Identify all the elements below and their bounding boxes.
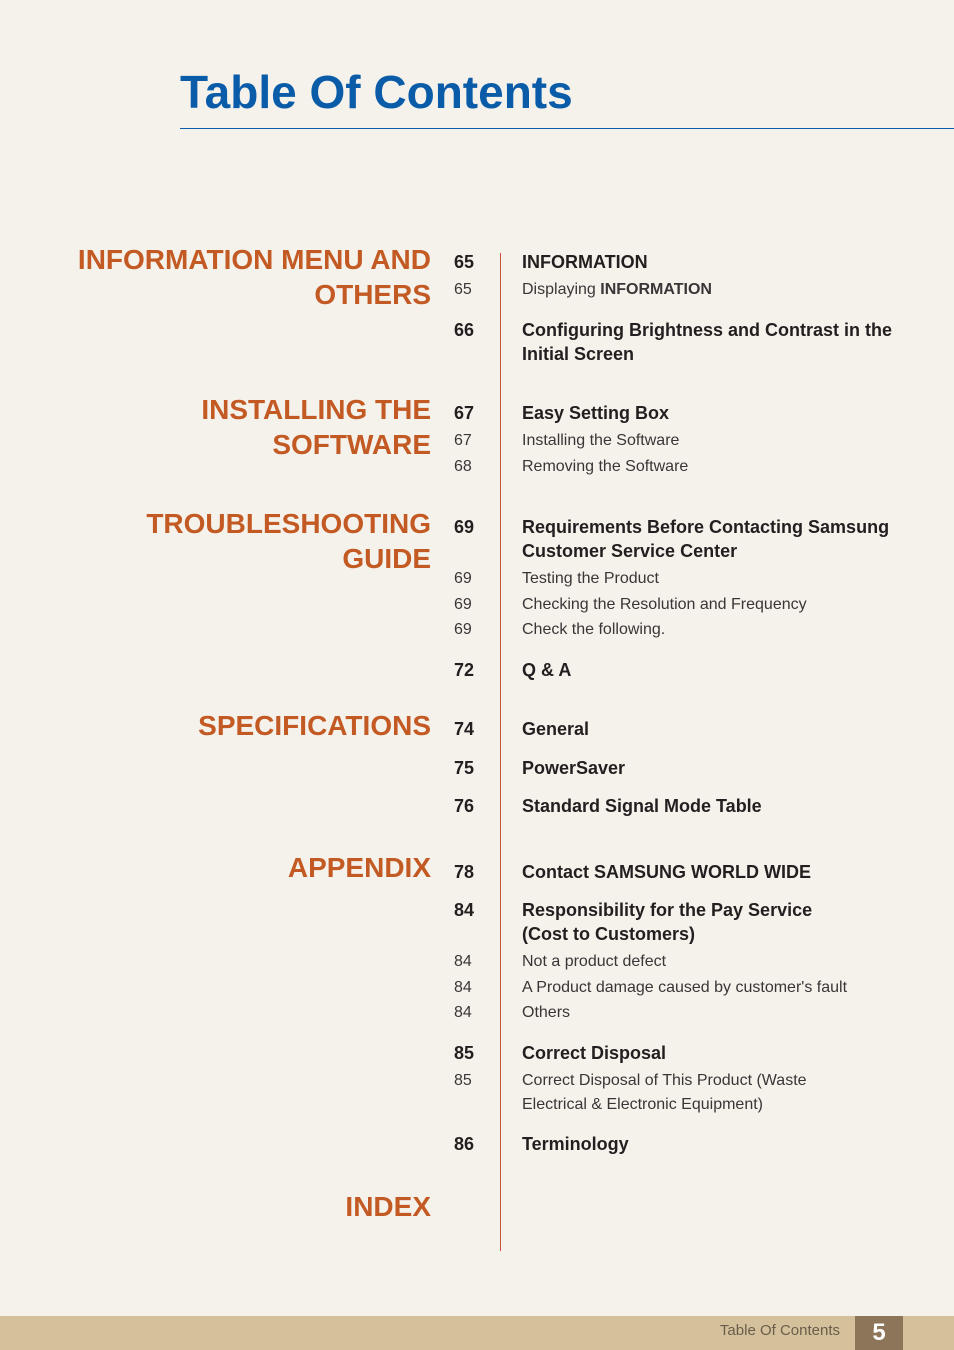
toc-entry-bold-text: INFORMATION <box>600 281 712 298</box>
toc-entry-title: Not a product defect <box>522 953 667 970</box>
toc-page-number: 85 <box>454 1043 475 1063</box>
section-heading-appendix[interactable] <box>288 850 431 885</box>
toc-entry-title: Responsibility for the Pay Service (Cost to Customers) <box>522 900 813 944</box>
toc-page-number: 84 <box>454 900 475 920</box>
toc-entry-title: Requirements Before Contacting Samsung Customer Service Center <box>522 517 890 561</box>
toc-page-number: 69 <box>454 517 475 537</box>
section-heading-index[interactable] <box>345 1189 431 1224</box>
toc-entry-title: Easy Setting Box <box>522 403 670 423</box>
toc-page-number: 65 <box>454 281 472 298</box>
toc-page-number: 67 <box>454 403 475 423</box>
section-heading-information[interactable] <box>78 242 431 312</box>
toc-entry-title: Checking the Resolution and Frequency <box>522 596 807 613</box>
toc-entry-title: PowerSaver <box>522 758 626 778</box>
toc-entry-title: INFORMATION <box>522 252 648 272</box>
page-title: Table Of Contents <box>180 66 573 118</box>
toc-entry-title: Check the following. <box>522 621 666 638</box>
column-divider <box>500 253 501 1251</box>
section-heading-line: INFORMATION MENU AND <box>77 244 431 275</box>
section-heading-installing[interactable] <box>201 392 431 462</box>
toc-entry-title: General <box>522 719 590 739</box>
toc-entry-title <box>522 278 892 302</box>
toc-page-number: 67 <box>454 432 472 449</box>
section-heading-line: SOFTWARE <box>272 429 431 460</box>
toc-page-number: 84 <box>454 979 472 996</box>
toc-entry-title: Q & A <box>522 660 572 680</box>
toc-page-number: 78 <box>454 862 475 882</box>
title-underline <box>180 128 954 129</box>
section-heading-specifications[interactable] <box>198 708 431 743</box>
toc-entry-title: Removing the Software <box>522 458 689 475</box>
toc-page-number: 76 <box>454 796 475 816</box>
toc-entry-title: Contact SAMSUNG WORLD WIDE <box>522 862 811 882</box>
toc-page-number: 75 <box>454 758 475 778</box>
toc-entry-title: Correct Disposal <box>522 1043 667 1063</box>
toc-page-number: 65 <box>454 252 475 272</box>
footer-page-number: 5 <box>855 1316 903 1350</box>
section-heading-line: INDEX <box>345 1191 431 1222</box>
section-heading-line: OTHERS <box>314 279 431 310</box>
section-heading-line: INSTALLING THE <box>201 394 431 425</box>
toc-page-number: 69 <box>454 621 472 638</box>
toc-page-number: 84 <box>454 953 472 970</box>
toc-entry-title: Installing the Software <box>522 432 680 449</box>
toc-page-number: 69 <box>454 570 472 587</box>
toc-page-number: 72 <box>454 660 475 680</box>
toc-entry-title: Correct Disposal of This Product (Waste Electrical & Electronic Equipment) <box>522 1072 807 1113</box>
toc-entry-title: Terminology <box>522 1134 629 1154</box>
section-heading-line: GUIDE <box>342 543 431 574</box>
footer-label: Table Of Contents <box>719 1322 840 1339</box>
toc-entry-title: Testing the Product <box>522 570 659 587</box>
toc-page-number: 85 <box>454 1072 472 1089</box>
toc-page-number: 74 <box>454 719 475 739</box>
section-heading-line: SPECIFICATIONS <box>198 710 431 741</box>
toc-page-number: 84 <box>454 1004 472 1021</box>
toc-entry-title: Standard Signal Mode Table <box>522 796 762 816</box>
section-heading-line: APPENDIX <box>287 852 431 883</box>
toc-entry-title: Configuring Brightness and Contrast in the Initial Screen <box>522 320 892 364</box>
toc-entry-title: A Product damage caused by customer's fault <box>522 979 848 996</box>
toc-entry-title: Others <box>522 1004 571 1021</box>
toc-page-number: 86 <box>454 1134 475 1154</box>
toc-page-number: 69 <box>454 596 472 613</box>
section-heading-troubleshooting[interactable] <box>146 506 431 576</box>
toc-page-number: 68 <box>454 458 472 475</box>
toc-entry-text: Displaying <box>522 281 601 298</box>
toc-page-number: 66 <box>454 320 475 340</box>
section-heading-line: TROUBLESHOOTING <box>146 508 431 539</box>
